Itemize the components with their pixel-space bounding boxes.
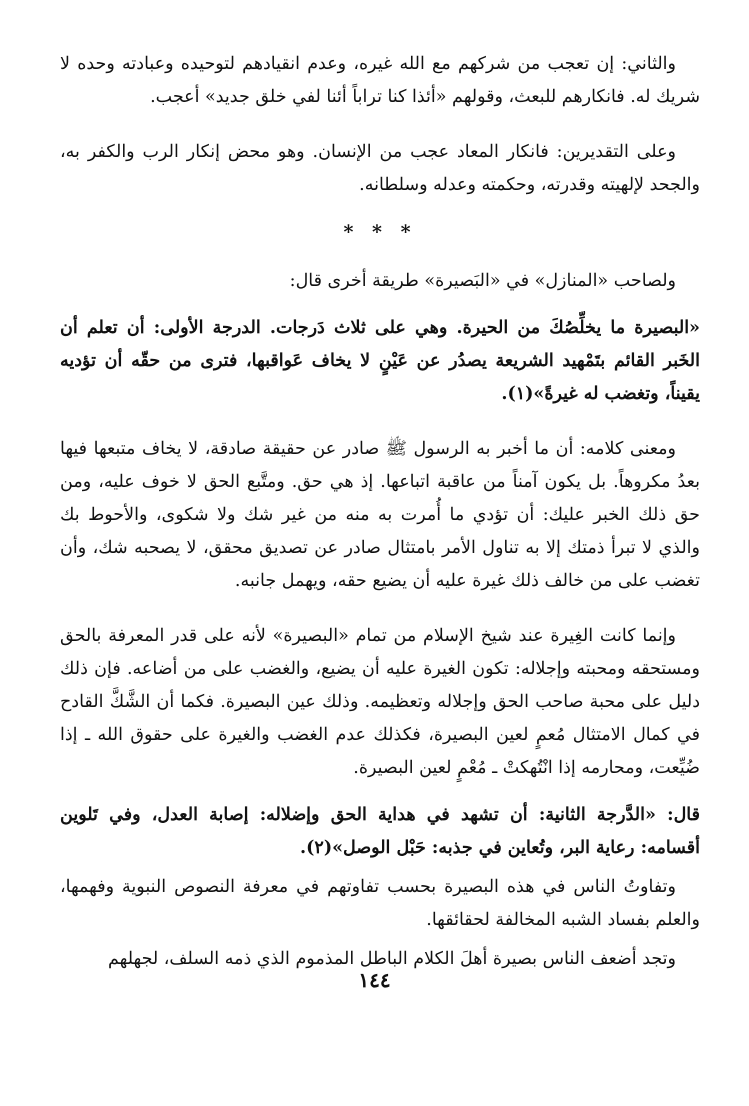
paragraph-3: ولصاحب «المنازل» في «البَصيرة» طريقة أخرى قال:	[289, 271, 676, 291]
section-separator: * * *	[343, 221, 417, 243]
paragraph-2: وعلى التقديرين: فانكار المعاد عجب من الإنسان. وهو محض إنكار الرب والكفر به، والجحد لإلهيته وقدرته، وحكمته وعدله وسلطانه.	[60, 142, 700, 195]
spacer	[60, 128, 700, 136]
page-number: ١٤٤	[358, 968, 391, 992]
paragraph-9: وتجد أضعف الناس بصيرة أهلَ الكلام الباطل المذموم الذي ذمه السلف، لجهلهم	[108, 949, 676, 969]
quote-paragraph-4: «البصيرة ما يخلِّصُكَ من الحيرة. وهي على ثلاث دَرجات. الدرجة الأولى: أن تعلم أن الخَبر القائم بتَمْهيد الشريعة يصدُر عن عَيْنٍ لا يخاف عَواقبها، فترى من حقّه أن تؤديه يقيناً، وتغضب له غيرةً»(١).	[60, 318, 700, 404]
paragraph-5: ومعنى كلامه: أن ما أخبر به الرسول ﷺ صادر عن حقيقة صادقة، لا يخاف متبعها فيها بعدُ مكروهاً. بل يكون آمناً من عاقبة اتباعها. إذ هي حق. ومتَّبع الحق لا خوف عليه، ومن حق ذلك الخبر عليك: أن تؤدي ما أُمرت به منه من غير شك ولا شكوى، والأحوط بك والذي لا تبرأ ذمتك إلا به تناول الأمر بامتثال صادر عن تصديق محقق، لا يصحبه شك، وأن تغضب على من خالف ذلك غيرة عليه أن يضيع حقه، ويهمل جانبه.	[60, 439, 700, 591]
paragraph-6: وإنما كانت الغِيرة عند شيخ الإسلام من تمام «البصيرة» لأنه على قدر المعرفة بالحق ومستحقه ومحبته وإجلاله: تكون الغيرة عليه أن يضيع، والغضب على من أضاعه. فإن ذلك دليل على محبة صاحب الحق وإجلاله وتعظيمه. وذلك عين البصيرة. فكما أن الشَّكَّ القادح في كمال الامتثال مُعمٍ لعين البصيرة، فكذلك عدم الغضب والغيرة على حقوق الله ـ إذا ضُيِّعت، ومحارمه إذا انْتُهكتْ ـ مُعْمٍ لعين البصيرة.	[60, 626, 700, 778]
quote-paragraph-7: قال: «الدَّرجة الثانية: أن تشهد في هداية الحق وإضلاله: إصابة العدل، وفي تَلوين أقسامه: رعاية البر، وتُعاين في جذبه: حَبْل الوصل»(٢).	[60, 805, 700, 858]
spacer	[60, 612, 700, 620]
spacer	[60, 425, 700, 433]
paragraph-1: والثاني: إن تعجب من شركهم مع الله غيره، وعدم انقيادهم لتوحيده وعبادته وحده لا شريك له. فانكارهم للبعث، وقولهم «أئذا كنا تراباً أئنا لفي خلق جديد» أعجب.	[60, 54, 700, 107]
paragraph-8: وتفاوتُ الناس في هذه البصيرة بحسب تفاوتهم في معرفة النصوص النبوية وفهمها، والعلم بفساد الشبه المخالفة لحقائقها.	[60, 877, 700, 930]
page-body	[60, 48, 700, 990]
